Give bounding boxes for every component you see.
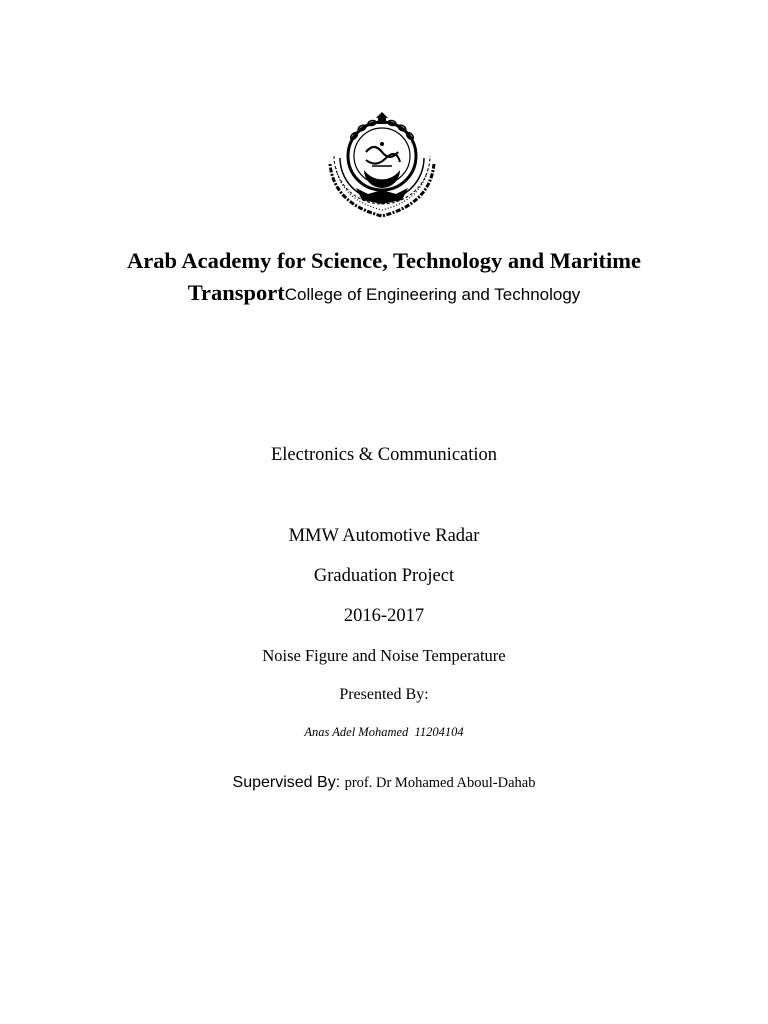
supervised-by-line <box>0 774 768 792</box>
author-name: Anas Adel Mohamed 11204104 <box>304 725 464 739</box>
institution-title-transport: Transport <box>187 280 285 305</box>
supervised-by-label: Supervised By: <box>232 774 345 791</box>
college-name: College of Engineering and Technology <box>284 285 581 304</box>
department-name: Electronics & Communication <box>270 445 498 465</box>
supervisor-name: prof. Dr Mohamed Aboul-Dahab <box>344 775 536 791</box>
project-title: MMW Automotive Radar <box>288 526 480 546</box>
academic-years: 2016-2017 <box>343 606 425 626</box>
institution-title-line1: Arab Academy for Science, Technology and Maritime <box>127 248 641 273</box>
academy-emblem-icon <box>320 108 444 224</box>
project-topic: Noise Figure and Noise Temperature <box>262 646 506 665</box>
presented-by-label: Presented By: <box>339 686 429 703</box>
project-type: Graduation Project <box>313 566 455 586</box>
institution-title-line2 <box>0 280 768 306</box>
